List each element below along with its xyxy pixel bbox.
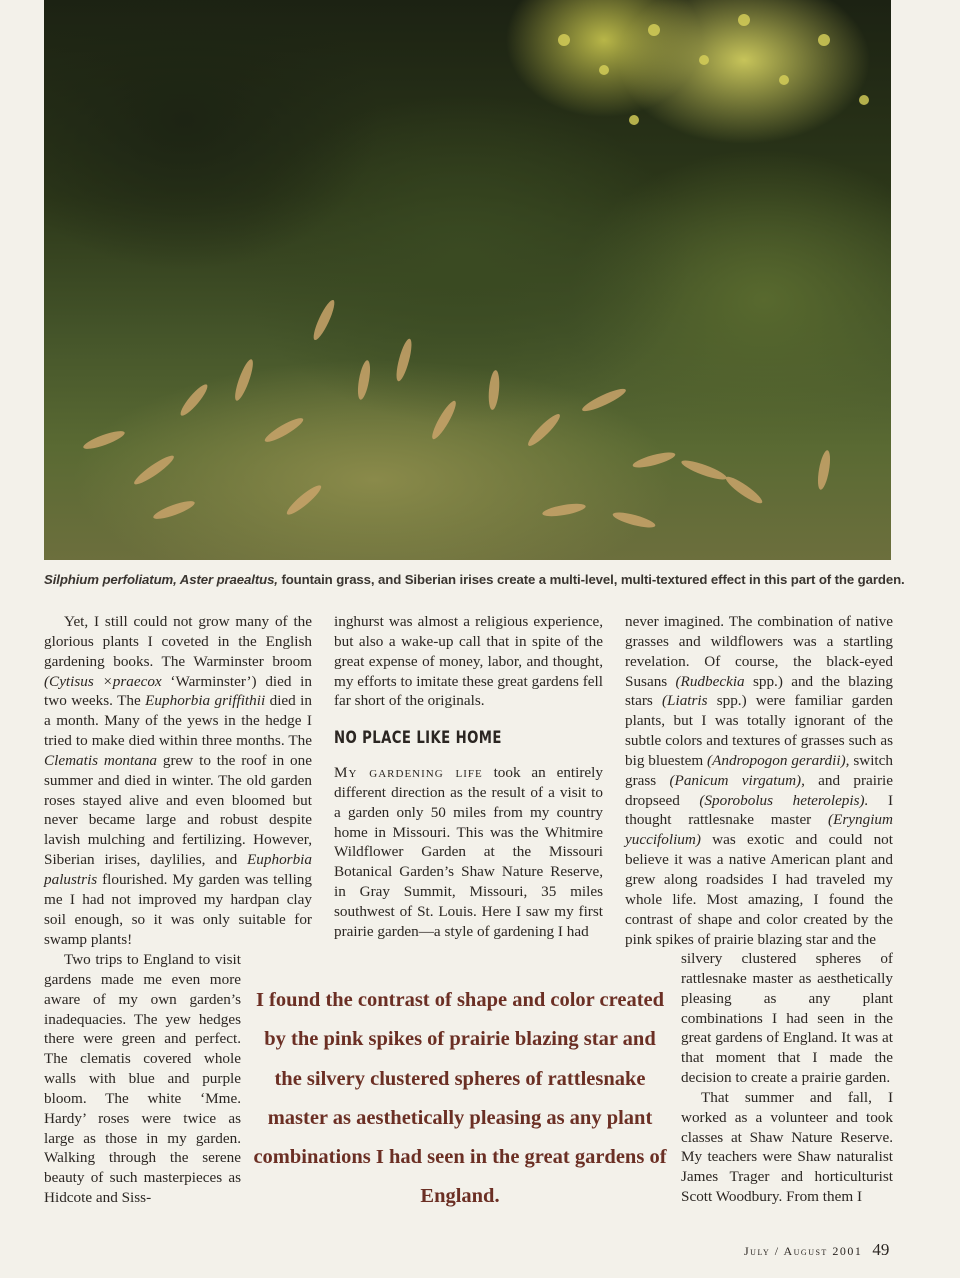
lead-in: My gardening life bbox=[334, 764, 483, 782]
column-1 bbox=[44, 612, 312, 949]
text-run: never imagined. The combination of native grasses and wildflowers was a startling revelation. Of course, the black-eyed Susans bbox=[625, 613, 893, 690]
paragraph bbox=[334, 763, 603, 942]
paragraph: Two trips to England to visit gardens made me even more aware of my own garden’s inadequacies. The yew hedges there were green and perfect. The clematis covered whole walls with blue and purple bloom. The white ‘Mme. Hardy’ roses were twice as large as those in my garden. Walking through the serene beauty of such masterpieces as Hidcote and Siss- bbox=[44, 951, 241, 1207]
italic-run: (Andropogon gerardii), bbox=[707, 751, 850, 769]
column-1-narrow bbox=[44, 950, 241, 1208]
grass-plumes-illustration bbox=[44, 0, 891, 560]
issue-date: July / August 2001 bbox=[744, 1244, 863, 1258]
photo-caption bbox=[44, 572, 905, 587]
column-2 bbox=[334, 612, 603, 942]
text-run: switch grass bbox=[625, 751, 893, 789]
paragraph bbox=[44, 612, 312, 949]
caption-text: fountain grass, and Siberian irises create a multi-level, multi-textured effect in this part of the garden. bbox=[277, 572, 905, 587]
page-number: 49 bbox=[872, 1240, 890, 1259]
italic-run: (Cytisus ×praecox bbox=[44, 672, 171, 690]
italic-run: (Sporobolus heterolepis). bbox=[699, 791, 869, 809]
section-subhead: NO PLACE LIKE HOME bbox=[334, 728, 502, 749]
caption-italic-species: Silphium perfoliatum, Aster praealtus, bbox=[44, 572, 278, 587]
paragraph: That summer and fall, I worked as a volunteer and took classes at Shaw Nature Reserve. My teachers were Shaw naturalist James Trager and horticulturist Scott Woodbury. From them I bbox=[681, 1088, 893, 1206]
italic-run: Euphorbia palustris bbox=[44, 851, 312, 888]
text-run: I thought rattlesnake master bbox=[625, 791, 893, 829]
paragraph bbox=[625, 612, 893, 949]
text-run: died in a month. Many of the yews in the hedge I tried to make died within three months. The bbox=[44, 692, 312, 750]
paragraph: silvery clustered spheres of rattlesnake master as aesthetically pleasing as any plant combinations I had seen in the great gardens of England. It was at that moment that I made the decision to create a prairie garden. bbox=[681, 950, 893, 1087]
paragraph: inghurst was almost a religious experience, but also a wake-up call that in spite of the great expense of money, labor, and thought, my efforts to imitate these great gardens fell far short of the originals. bbox=[334, 613, 603, 710]
italic-run: (Eryngium yuccifolium) bbox=[625, 811, 893, 849]
italic-run: Euphorbia griffithii bbox=[145, 692, 266, 710]
text-run: took an entirely different direction as the result of a visit to a garden only 50 miles from my country home in Missouri. This was the Whitmire Wildflower Garden at the Missouri Botanical Garden’s Shaw Nature Reserve, in Gray Summit, Missouri, 35 miles southwest of St. Louis. Here I saw my first prairie garden—a style of gardening I had bbox=[334, 764, 603, 940]
italic-run: (Liatris bbox=[661, 692, 708, 710]
page-folio bbox=[744, 1240, 894, 1260]
italic-run: Clematis montana bbox=[44, 751, 158, 769]
text-run: spp.) were familiar garden plants, but I was totally ignorant of the subtle colors and textures of grasses such as big bluestem bbox=[625, 692, 893, 769]
text-run: ‘Warminster’) died in two weeks. The bbox=[44, 672, 312, 710]
garden-photo bbox=[44, 0, 891, 560]
pull-quote: I found the contrast of shape and color created by the pink spikes of prairie blazing star and the silvery clustered spheres of rattlesnake master as aesthetically pleasing as any plant combinations I had seen in the great gardens of England. bbox=[253, 989, 667, 1208]
text-run: Yet, I still could not grow many of the glorious plants I coveted in the English gardening books. The Warminster broom bbox=[44, 613, 312, 670]
column-3-narrow bbox=[681, 949, 893, 1207]
text-run: flourished. My garden was telling me I had not improved my hardpan clay soil enough, so it was only suitable for swamp plants! bbox=[44, 870, 312, 948]
column-3 bbox=[625, 612, 893, 949]
text-run: spp.) and the blazing stars bbox=[625, 672, 893, 710]
italic-run: (Rudbeckia bbox=[675, 672, 745, 690]
italic-run: (Panicum virgatum), bbox=[669, 771, 805, 789]
text-run: grew to the roof in one summer and died in winter. The old garden roses stayed alive and even bloomed but never became large and robust despite lavish mulching and fertilizing. However, Siberian irises, daylilies, and bbox=[44, 751, 312, 869]
text-run: was exotic and could not believe it was a native American plant and grew along roadsides I had traveled my whole life. Most amazing, I found the contrast of shape and color created by the pink spikes of prairie blazing star and the bbox=[625, 831, 893, 948]
text-run: and prairie dropseed bbox=[625, 771, 893, 809]
